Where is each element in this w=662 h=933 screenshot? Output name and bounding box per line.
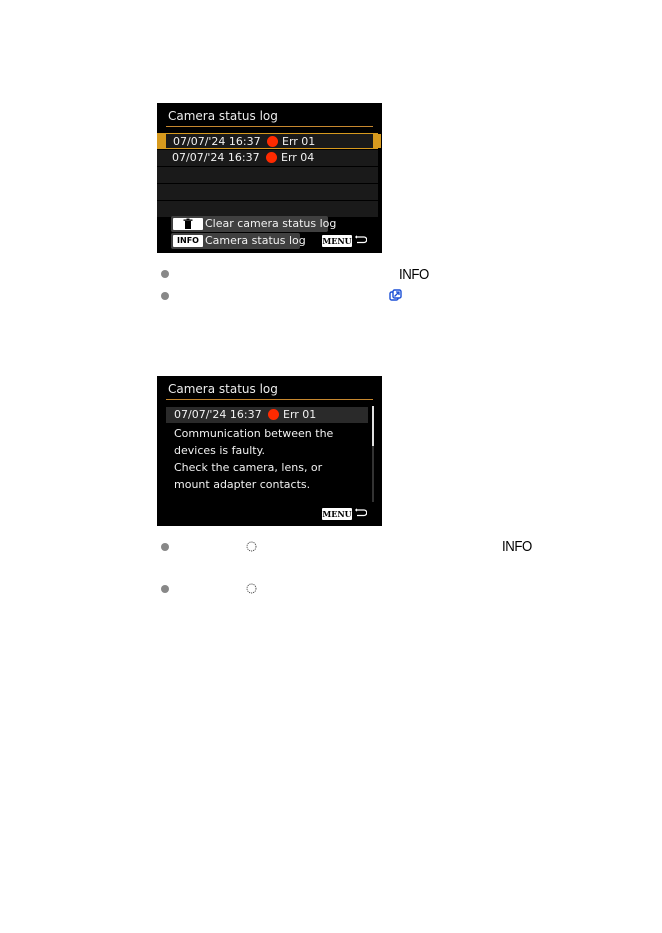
selection-marker-right xyxy=(373,134,381,148)
title-divider xyxy=(166,399,373,400)
log-date: 07/07/'24 16:37 xyxy=(172,151,260,164)
error-dot-icon xyxy=(268,409,279,420)
trash-icon xyxy=(173,218,203,230)
menu-tag: MENU xyxy=(322,236,352,246)
info-camera-status-log-button[interactable] xyxy=(171,233,306,249)
info-button-glyph: INFO xyxy=(399,266,429,283)
return-arrow-icon xyxy=(355,235,367,246)
log-entry-header xyxy=(166,407,368,423)
message-line: Check the camera, lens, or xyxy=(174,461,323,474)
menu-back-button[interactable] xyxy=(322,507,368,521)
message-line: mount adapter contacts. xyxy=(174,478,311,491)
return-arrow-icon xyxy=(355,508,367,519)
clear-log-label: Clear camera status log xyxy=(205,217,337,230)
quick-control-dial-icon xyxy=(246,583,257,594)
bullet xyxy=(161,585,169,593)
error-message xyxy=(174,425,333,493)
error-dot-icon xyxy=(267,136,278,147)
message-line: Communication between the xyxy=(174,427,334,440)
selection-marker-left xyxy=(158,134,166,148)
external-link-icon[interactable] xyxy=(389,289,402,302)
empty-log-row xyxy=(157,167,378,183)
title-divider xyxy=(166,126,373,127)
menu-tag: MENU xyxy=(322,509,352,519)
screen-title: Camera status log xyxy=(168,382,278,396)
clear-log-button[interactable] xyxy=(171,216,337,232)
error-dot-icon xyxy=(266,152,277,163)
bullet xyxy=(161,292,169,300)
info-button-label: Camera status log xyxy=(205,234,306,247)
info-tag: INFO xyxy=(173,235,203,247)
menu-back-button[interactable] xyxy=(322,234,368,248)
bullet xyxy=(161,543,169,551)
info-button-glyph: INFO xyxy=(502,538,532,555)
camera-status-log-screen xyxy=(157,103,382,253)
empty-log-row xyxy=(157,184,378,200)
camera-status-log-detail-screen xyxy=(157,376,382,526)
log-error-code: Err 01 xyxy=(282,135,316,148)
log-error-code: Err 04 xyxy=(281,151,315,164)
log-row[interactable] xyxy=(157,150,378,166)
log-row-selected[interactable] xyxy=(157,133,378,149)
scrollbar-thumb[interactable] xyxy=(372,406,374,446)
log-error-code: Err 01 xyxy=(283,408,317,421)
screen-title: Camera status log xyxy=(168,109,278,123)
quick-control-dial-icon xyxy=(246,541,257,552)
log-date: 07/07/'24 16:37 xyxy=(173,135,261,148)
empty-log-row xyxy=(157,201,378,217)
message-line: devices is faulty. xyxy=(174,444,266,457)
scrollbar[interactable] xyxy=(372,406,374,502)
bullet xyxy=(161,270,169,278)
log-date: 07/07/'24 16:37 xyxy=(174,408,262,421)
